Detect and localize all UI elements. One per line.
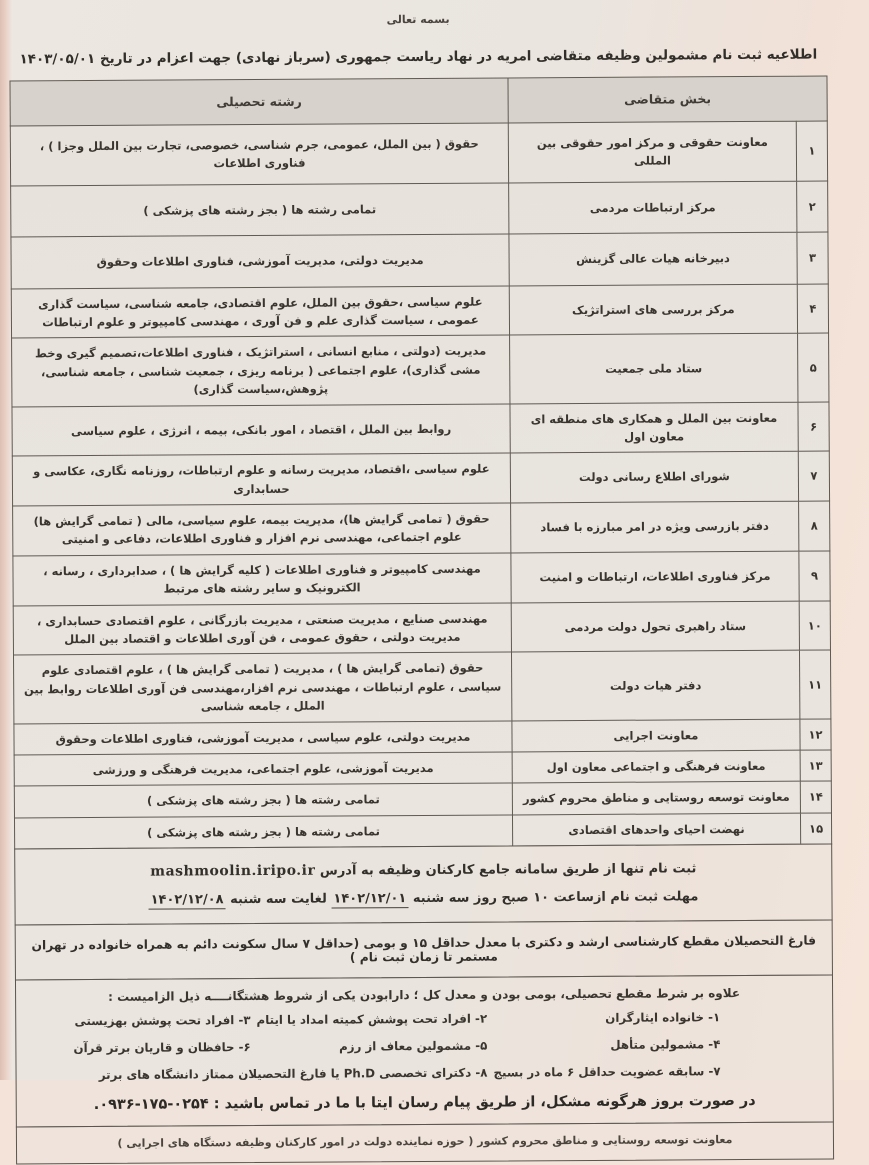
table-row — [11, 284, 828, 339]
registration-url: mashmoolin.iripo.ir — [150, 862, 316, 880]
fields-cell: مدیریت آموزشی، علوم اجتماعی، مدیریت فرهنگی و ورزشی — [14, 752, 512, 786]
fields-cell: علوم سیاسی ،حقوق بین الملل، علوم اقتصادی، جامعه شناسی، سیاست گذاری عمومی ، سیاست گذاری علم و فن آوری ، مهندسی کامپیوتر و علوم ارتباطات — [11, 286, 509, 339]
row-number: ۴ — [797, 284, 828, 334]
fields-cell: حقوق ( بین الملل، عمومی، جرم شناسی، خصوصی، تجارت بین الملل وجزا ) ، فناوری اطلاعات — [10, 123, 508, 186]
eligibility-text: فارغ التحصیلان مقطع کارشناسی ارشد و دکتری با معدل حداقل ۱۵ و بومی (حداقل ۷ سال سکونت دائم به همراه خانواده در تهران مستمر تا زمان ثبت نام ) — [31, 933, 817, 965]
column-header-department: بخش متقاضی — [508, 76, 827, 123]
fields-cell: مهندسی صنایع ، مدیریت صنعتی ، مدیریت بازرگانی ، علوم اقتصادی حسابداری ، مدیریت دولتی ، حقوق عمومی ، فن آوری اطلاعات و اقتصاد بین الملل — [13, 603, 511, 656]
department-cell: معاونت اجرایی — [512, 719, 800, 752]
row-number: ۶ — [798, 402, 829, 452]
fields-cell: مهندسی کامپیوتر و فناوری اطلاعات ( کلیه گرایش ها ) ، صدابرداری ، رسانه ، الکترونیک و سایر رشته های مرتبط — [13, 553, 511, 606]
fields-cell: تمامی رشته ها ( بجز رشته های پزشکی ) — [11, 183, 509, 237]
row-number: ۱۰ — [799, 601, 830, 651]
department-cell: دفتر بازرسی ویژه در امر مبارزه با فساد — [511, 501, 799, 553]
fields-cell: تمامی رشته ها ( بجز رشته های پزشکی ) — [14, 815, 512, 849]
deadline-text-a: مهلت ثبت نام ازساعت ۱۰ صبح روز سه شنبه — [412, 889, 699, 907]
row-number: ۵ — [797, 333, 828, 401]
condition-item: ۱- خانواده ایثارگران — [605, 1010, 721, 1026]
condition-item: ۷- سابقه عضویت حداقل ۶ ماه در بسیج — [493, 1064, 721, 1080]
fields-cell: مدیریت (دولتی ، منابع انسانی ، استراتژیک ، فناوری اطلاعات،تصمیم گیری وخط مشی گذاری)، علوم اجتماعی ( برنامه ریزی ، جمعیت شناسی ، جامعه شناسی، پژوهش،سیاست گذاری) — [12, 335, 510, 406]
fields-cell: مدیریت دولتی، مدیریت آموزشی، فناوری اطلاعات وحقوق — [11, 234, 509, 288]
table-row — [13, 650, 830, 723]
table-row — [11, 232, 828, 288]
table-row — [14, 781, 831, 817]
row-number: ۲ — [797, 181, 828, 233]
table-row — [12, 451, 829, 506]
condition-item: ۴- مشمولین متأهل — [610, 1037, 721, 1053]
deadline-text-b: لغایت سه شنبه — [230, 891, 327, 908]
fields-cell: تمامی رشته ها ( بجز رشته های پزشکی ) — [14, 783, 512, 817]
conditions-grid — [16, 1004, 832, 1087]
department-cell: ستاد راهبری تحول دولت مردمی — [511, 601, 799, 653]
row-number: ۱۳ — [800, 750, 831, 782]
conditions-intro: علاوه بر شرط مقطع تحصیلی، بومی بودن و معدل کل ؛ دارابودن یکی از شروط هشتگانــــه ذیل الزامیست : — [108, 986, 741, 1005]
department-cell: ستاد ملی جمعیت — [510, 334, 798, 404]
row-number: ۱۱ — [799, 650, 830, 718]
row-number: ۳ — [797, 232, 828, 284]
department-cell: نهضت احیای واحدهای اقتصادی — [512, 813, 800, 846]
column-header-field: رشته تحصیلی — [10, 78, 508, 126]
department-cell: معاونت توسعه روستایی و مناطق محروم کشور — [512, 782, 800, 815]
bismillah-text: بسمه تعالی — [386, 12, 450, 27]
departments-table — [9, 76, 832, 850]
fields-cell: مدیریت دولتی، علوم سیاسی ، مدیریت آموزشی، فناوری اطلاعات وحقوق — [14, 721, 512, 755]
row-number: ۱ — [796, 121, 827, 181]
department-cell: دفتر هیات دولت — [511, 651, 799, 721]
row-number: ۹ — [799, 551, 830, 601]
condition-item: ۸- دکترای تخصصی Ph.D یا فارغ التحصیلان ممتاز دانشگاه های برتر — [98, 1065, 488, 1083]
issuer-box — [16, 1122, 834, 1165]
registration-url-line — [15, 845, 831, 888]
deadline-date-to: ۱۴۰۲/۱۲/۰۸ — [149, 892, 226, 909]
department-cell: مرکز بررسی های استراتژیک — [509, 284, 797, 336]
condition-item: ۳- افراد تحت پوشش بهزیستی — [74, 1013, 251, 1029]
fields-cell: روابط بین الملل ، اقتصاد ، امور بانکی، بیمه ، انرژی ، علوم سیاسی — [12, 403, 510, 456]
table-row — [11, 181, 828, 237]
document-paper — [9, 0, 834, 1165]
department-cell: مرکز ارتباطات مردمی — [509, 181, 797, 234]
deadline-date-from: ۱۴۰۲/۱۲/۰۱ — [331, 891, 408, 908]
table-row — [12, 333, 829, 406]
department-cell: مرکز فناوری اطلاعات، ارتباطات و امنیت — [511, 551, 799, 603]
fields-cell: حقوق (تمامی گرایش ها ) ، مدیریت ( تمامی گرایش ها ) ، علوم اقتصادی علوم سیاسی ، علوم ارتباطات ، مهندسی نرم افزار،مهندسی فن آوری اطلاعات روابط بین الملل ، جامعه شناسی — [13, 652, 511, 723]
table-header — [10, 76, 827, 126]
row-number: ۱۴ — [800, 781, 831, 813]
condition-item: ۲- افراد تحت پوشش کمیته امداد یا ایتام — [256, 1011, 488, 1028]
table-row — [13, 551, 830, 606]
row-number: ۸ — [799, 501, 830, 551]
issuer-text: معاونت توسعه روستایی و مناطق محروم کشور ( حوزه نماینده دولت در امور کارکنان وظیفه دستگاه های اجرایی ) — [117, 1133, 733, 1151]
table-row — [13, 501, 830, 556]
department-cell: معاونت فرهنگی و اجتماعی معاون اول — [512, 750, 800, 783]
contact-line: در صورت بروز هرگونه مشکل، از طریق پیام رسان ایتا با ما در تماس باشید : ۰۲۵۴-۱۷۵-۰۹۳۶. — [93, 1093, 756, 1114]
department-cell: معاونت بین الملل و همکاری های منطقه ای معاون اول — [510, 402, 798, 454]
table-row — [12, 402, 829, 457]
table-row — [13, 601, 830, 656]
department-cell: دبیرخانه هیات عالی گزینش — [509, 232, 797, 285]
department-cell: شورای اطلاع رسانی دولت — [510, 451, 798, 503]
conditions-box — [15, 975, 834, 1128]
table-row — [14, 719, 831, 755]
department-cell: معاونت حقوقی و مرکز امور حقوقی بین المللی — [508, 121, 796, 183]
table-row — [14, 750, 831, 786]
row-number: ۱۲ — [800, 719, 831, 751]
page-title: اطلاعیه ثبت نام مشمولین وظیفه متقاضی امریه در نهاد ریاست جمهوری (سرباز نهادی) جهت اعزام در تاریخ ۱۴۰۳/۰۵/۰۱ — [19, 46, 818, 68]
fields-cell: حقوق ( تمامی گرایش ها)، مدیریت بیمه، علوم سیاسی، مالی ( تمامی گرایش ها) علوم اجتماعی، مهندسی نرم افزار و فناوری اطلاعات، دفاعی و امنیتی — [13, 503, 511, 556]
fields-cell: علوم سیاسی ،اقتصاد، مدیریت رسانه و علوم ارتباطات، روزنامه نگاری، عکاسی و حسابداری — [12, 453, 510, 506]
row-number: ۷ — [798, 451, 829, 501]
table-row — [10, 121, 827, 186]
registration-url-text: ثبت نام تنها از طریق سامانه جامع کارکنان وظیفه به آدرس — [319, 861, 697, 879]
condition-item: ۶- حافظان و قاریان برتر قرآن — [73, 1040, 251, 1056]
eligibility-box — [15, 920, 833, 981]
registration-info-box — [14, 844, 832, 926]
row-number: ۱۵ — [800, 813, 831, 845]
registration-deadline-line — [15, 883, 831, 925]
condition-item: ۵- مشمولین معاف از رزم — [339, 1038, 488, 1054]
